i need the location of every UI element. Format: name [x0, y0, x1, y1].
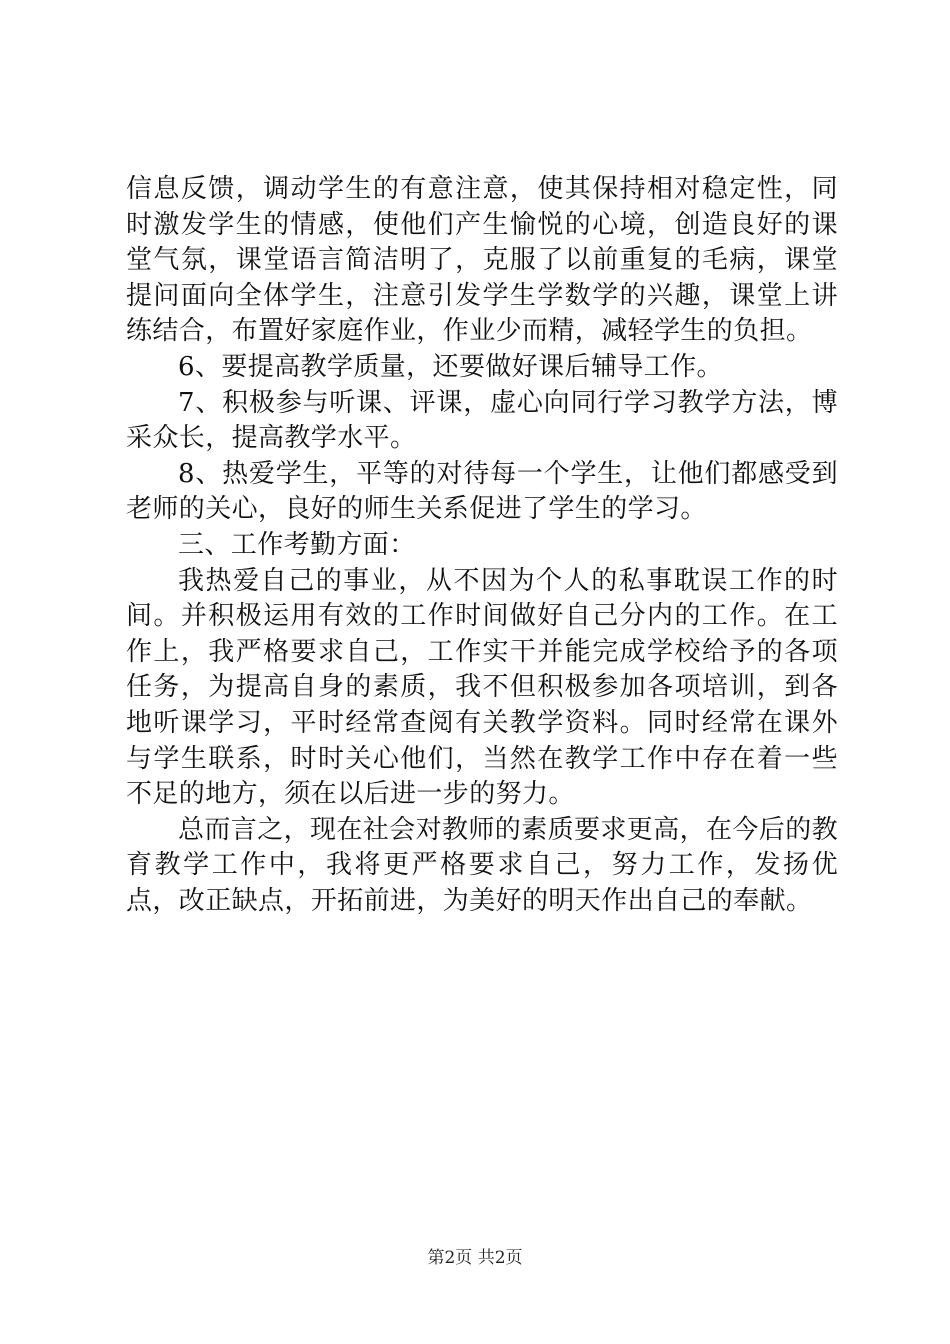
section-heading-attendance: 三、工作考勤方面： — [178, 529, 416, 560]
paragraph-item-8: 8、热爱学生，平等的对待每一个学生，让他们都感受到老师的关心，良好的师生关系促进了学生的学习。 — [126, 458, 838, 525]
paragraph-conclusion: 总而言之，现在社会对教师的素质要求更高，在今后的教育教学工作中，我将更严格要求自己，努力工作，发扬优点，改正缺点，开拓前进，为美好的明天作出自己的奉献。 — [126, 814, 839, 916]
paragraph-attendance: 我热爱自己的事业，从不因为个人的私事耽误工作的时间。并积极运用有效的工作时间做好自己分内的工作。在工作上，我严格要求自己，工作实干并能完成学校给予的各项任务，为提高自身的素质，我不但积极参加各项培训，到各地听课学习，平时经常查阅有关教学资料。同时经常在课外与学生联系，时时关心他们，当然在教学工作中存在着一些不足的地方，须在以后进一步的努力。 — [126, 565, 838, 810]
paragraph-continuation: 信息反馈，调动学生的有意注意，使其保持相对稳定性，同时激发学生的情感，使他们产生愉悦的心境，创造良好的课堂气氛，课堂语言简洁明了，克服了以前重复的毛病，课堂提问面向全体学生，注意引发学生学数学的兴趣，课堂上讲练结合，布置好家庭作业，作业少而精，减轻学生的负担。 — [126, 174, 838, 347]
paragraph-item-6: 6、要提高教学质量，还要做好课后辅导工作。 — [178, 351, 723, 382]
page-footer: 第2页 共2页 — [427, 1248, 523, 1268]
document-body — [126, 172, 838, 919]
paragraph-item-7: 7、积极参与听课、评课，虚心向同行学习教学方法，博采众长，提高教学水平。 — [126, 387, 838, 454]
